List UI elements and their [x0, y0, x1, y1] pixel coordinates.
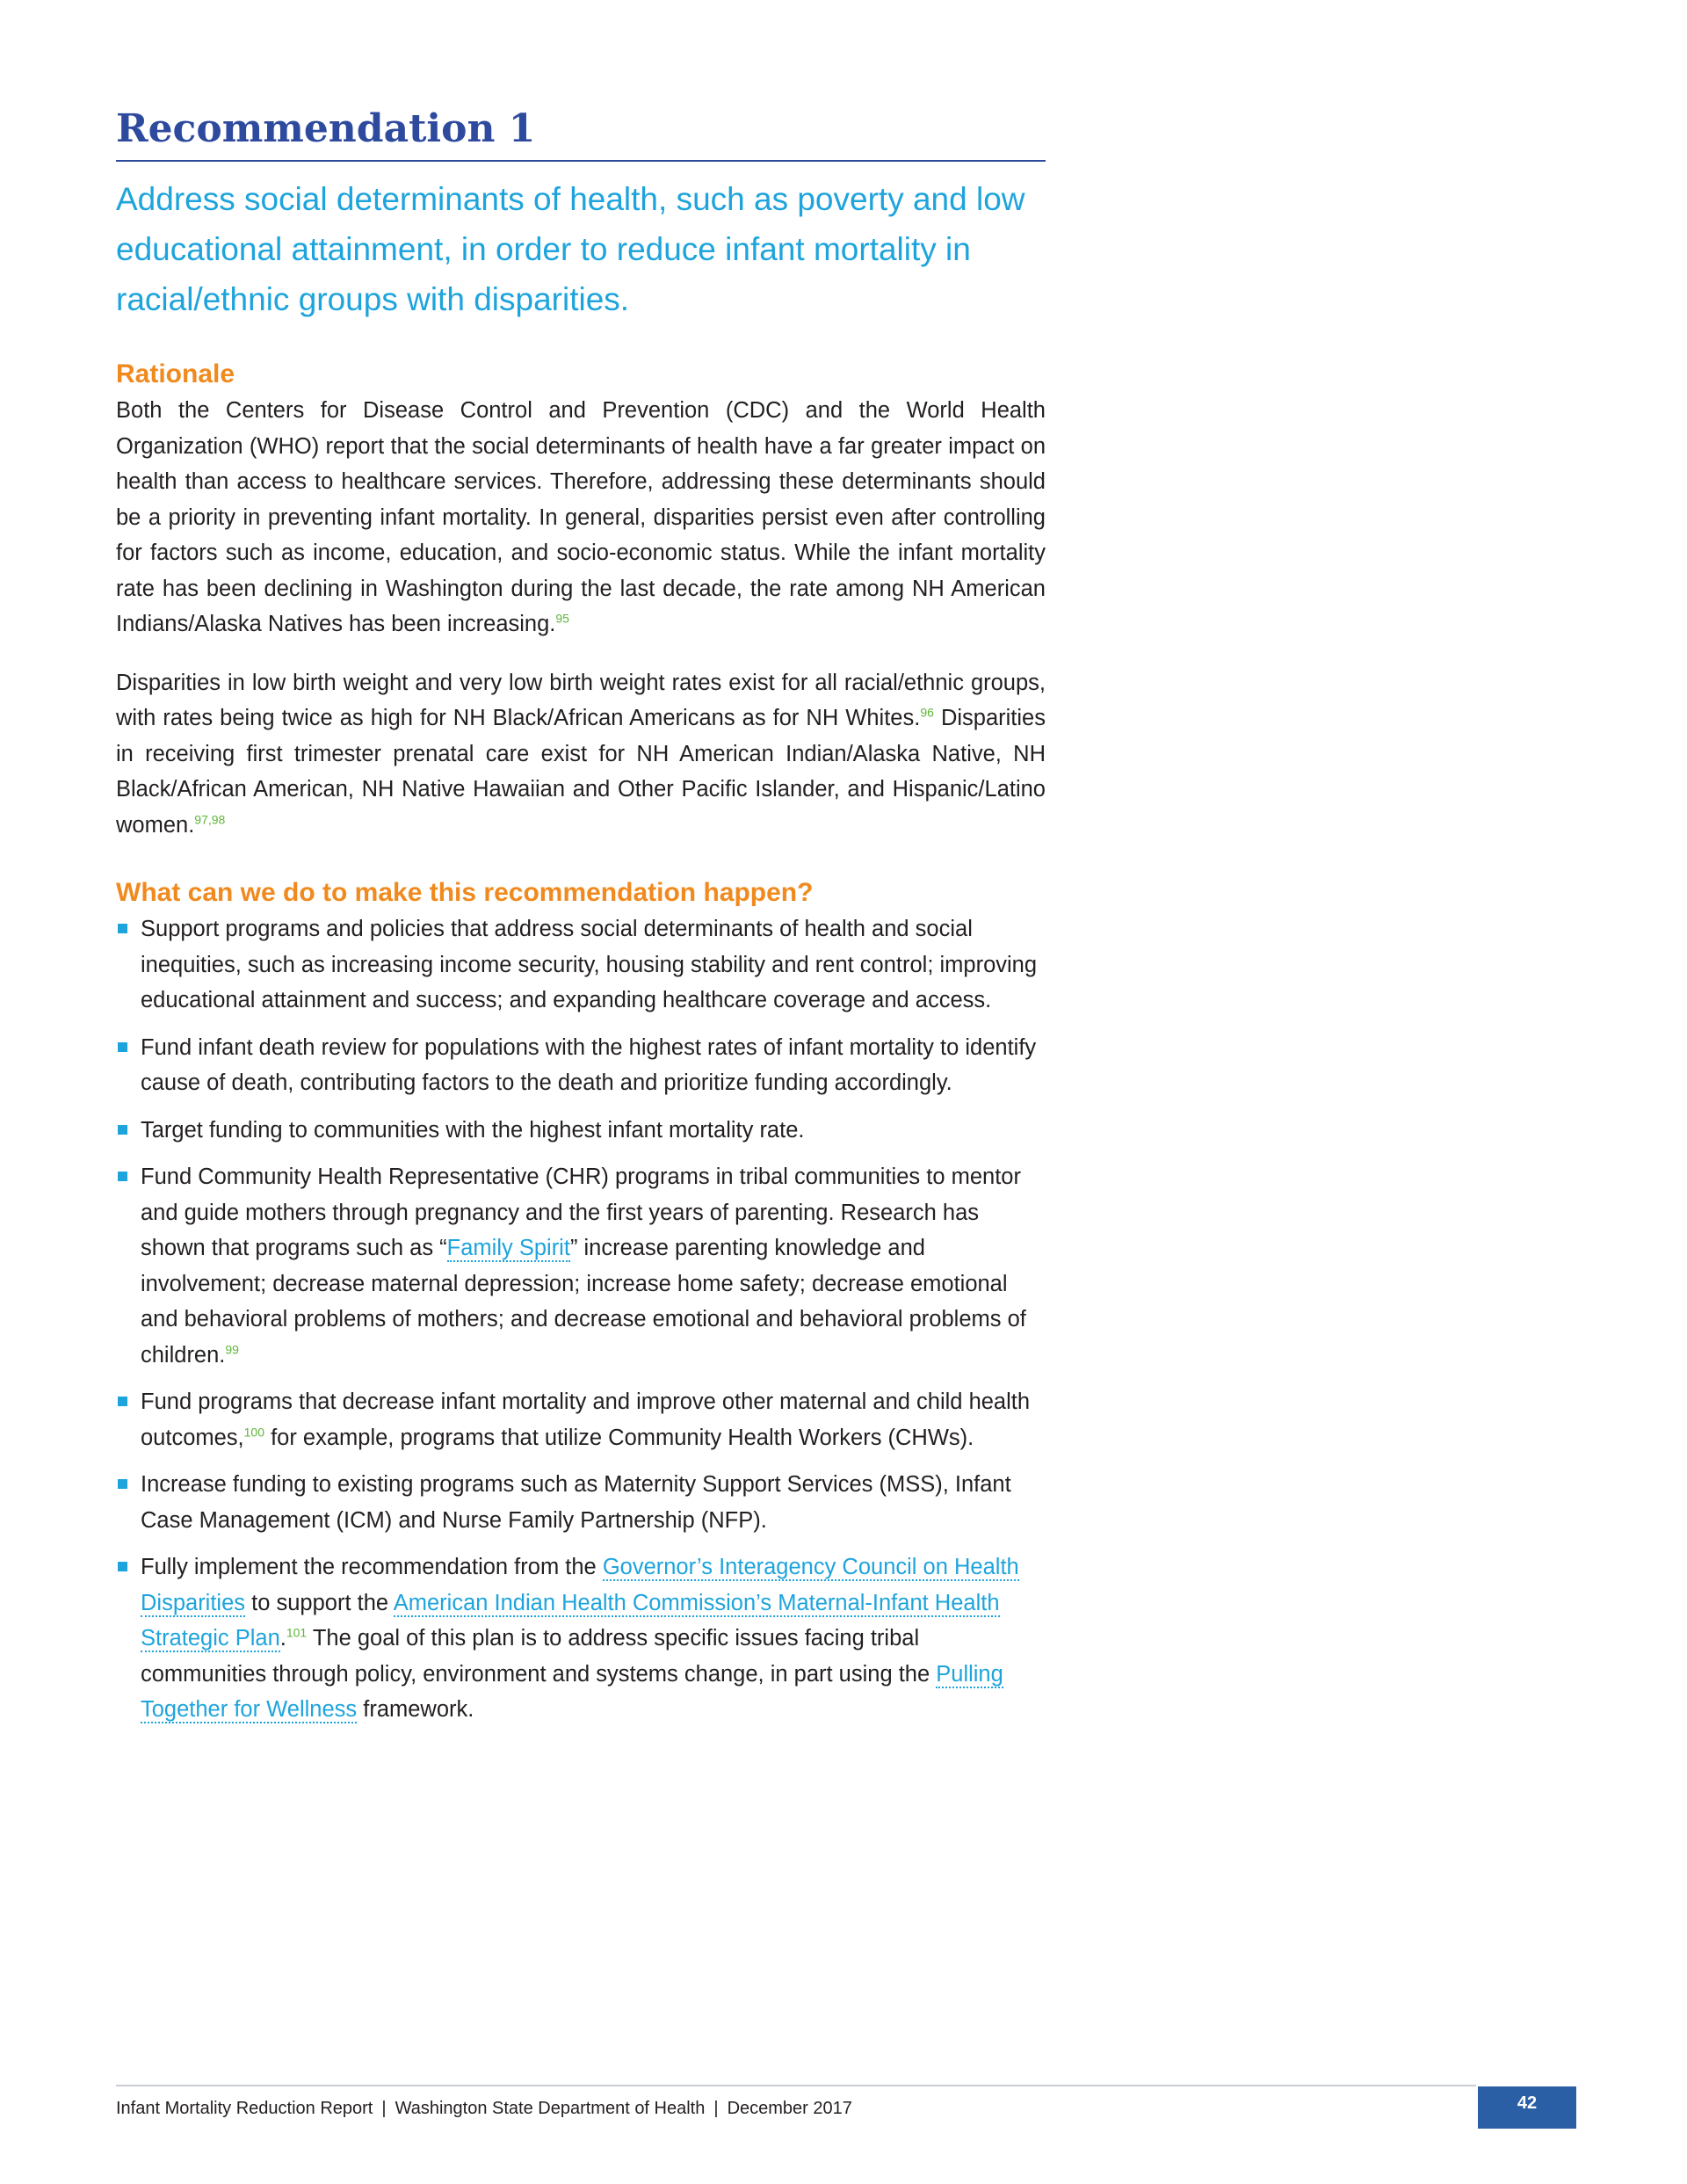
rationale-paragraph-2-text-a: Disparities in low birth weight and very low birth weight rates exist for all racial/ethnic groups, with rates being twice as high for NH Black/African Americans as for NH Whites. — [116, 670, 1046, 730]
footnote-ref[interactable]: 96 — [920, 705, 934, 720]
list-item — [116, 1384, 1046, 1455]
list-item — [116, 911, 1046, 1019]
governors-council-link[interactable]: Governor’s Interagency Council on Health Disparities — [141, 1555, 1019, 1615]
footnote-ref[interactable]: 101 — [286, 1625, 308, 1640]
square-bullet-icon — [118, 1172, 127, 1181]
rationale-paragraph-1 — [116, 393, 1046, 642]
footnote-ref[interactable]: 95 — [555, 611, 569, 626]
square-bullet-icon — [118, 924, 127, 933]
list-item-text: . — [279, 1626, 286, 1651]
recommendation-title: Recommendation 1 — [116, 104, 1046, 162]
list-item-text: The goal of this plan is to address specific issues facing tribal communities through policy, environment and systems change, in part using the — [141, 1626, 937, 1687]
footnote-ref[interactable]: 99 — [225, 1342, 239, 1356]
square-bullet-icon — [118, 1479, 127, 1489]
footer-separator: | — [381, 2099, 387, 2118]
list-item-text: for example, programs that utilize Community Health Workers (CHWs). — [264, 1425, 974, 1450]
footer-divider — [116, 2085, 1476, 2086]
list-item-text: framework. — [357, 1697, 474, 1722]
footnote-ref[interactable]: 97,98 — [194, 812, 226, 826]
family-spirit-link[interactable]: Family Spirit — [446, 1236, 570, 1260]
rationale-paragraph-2-text-b: Disparities in receiving first trimester prenatal care exist for NH American Indian/Alaska Native, NH Black/African American, NH Native Hawaiian and Other Pacific Islander, and Hispanic/Latino women. — [116, 706, 1046, 838]
list-item — [116, 1159, 1046, 1373]
list-item — [116, 1549, 1046, 1728]
square-bullet-icon — [118, 1125, 127, 1135]
list-item — [116, 1113, 1046, 1149]
list-item-text: Fund programs that decrease infant mortality and improve other maternal and child health outcomes, — [141, 1389, 1031, 1450]
footer-report-title: Infant Mortality Reduction Report — [116, 2099, 373, 2118]
list-item-text: ” increase parenting knowledge and involvement; decrease maternal depression; increase home safety; decrease emotional and behavioral problems of mothers; and decrease emotional and behavioral problems of children. — [141, 1236, 1026, 1368]
square-bullet-icon — [118, 1397, 127, 1406]
page-content — [116, 104, 1046, 1739]
square-bullet-icon — [118, 1562, 127, 1571]
list-item — [116, 1030, 1046, 1101]
list-item-text: Support programs and policies that address social determinants of health and social inequities, such as increasing income security, housing stability and rent control; improving educational attainment and success; and expanding healthcare coverage and access. — [141, 917, 1038, 1012]
footer — [116, 2099, 852, 2119]
rationale-paragraph-2 — [116, 665, 1046, 844]
page-number: 42 — [1478, 2086, 1576, 2129]
footer-department: Washington State Department of Health — [395, 2099, 706, 2118]
list-item — [116, 1467, 1046, 1538]
actions-list — [116, 911, 1046, 1728]
list-item-text: Increase funding to existing programs such as Maternity Support Services (MSS), Infant Case Management (ICM) and Nurse Family Partnership (NFP). — [141, 1472, 1011, 1533]
square-bullet-icon — [118, 1042, 127, 1052]
rationale-paragraph-1-text: Both the Centers for Disease Control and Prevention (CDC) and the World Health Organization (WHO) report that the social determinants of health have a far greater impact on health than access to healthcare services. Therefore, addressing these determinants should be a priority in preventing infant mortality. In general, disparities persist even after controlling for factors such as income, education, and socio-economic status. While the infant mortality rate has been declining in Washington during the last decade, the rate among NH American Indians/Alaska Natives has been increasing. — [116, 398, 1046, 636]
actions-heading: What can we do to make this recommendation happen? — [116, 878, 814, 907]
list-item-text: Fund Community Health Representative (CHR) programs in tribal communities to mentor and guide mothers through pregnancy and the first years of parenting. Research has shown that programs such as “ — [141, 1165, 1021, 1260]
pulling-together-link[interactable]: Pulling Together for Wellness — [141, 1661, 1003, 1722]
list-item-text: Target funding to communities with the highest infant mortality rate. — [141, 1117, 805, 1143]
list-item-text: to support the — [245, 1590, 394, 1615]
recommendation-summary: Address social determinants of health, such as poverty and low educational attainment, in order to reduce infant mortality in racial/ethnic groups with disparities. — [116, 181, 1025, 317]
footer-date: December 2017 — [727, 2099, 852, 2118]
footer-separator: | — [713, 2099, 719, 2118]
footnote-ref[interactable]: 100 — [243, 1425, 264, 1439]
rationale-heading: Rationale — [116, 359, 235, 388]
list-item-text: Fund infant death review for populations with the highest rates of infant mortality to identify cause of death, contributing factors to the death and prioritize funding accordingly. — [141, 1034, 1037, 1095]
list-item-text: Fully implement the recommendation from the — [141, 1555, 603, 1579]
aihc-strategic-plan-link[interactable]: American Indian Health Commission’s Maternal-Infant Health Strategic Plan — [141, 1590, 1000, 1651]
